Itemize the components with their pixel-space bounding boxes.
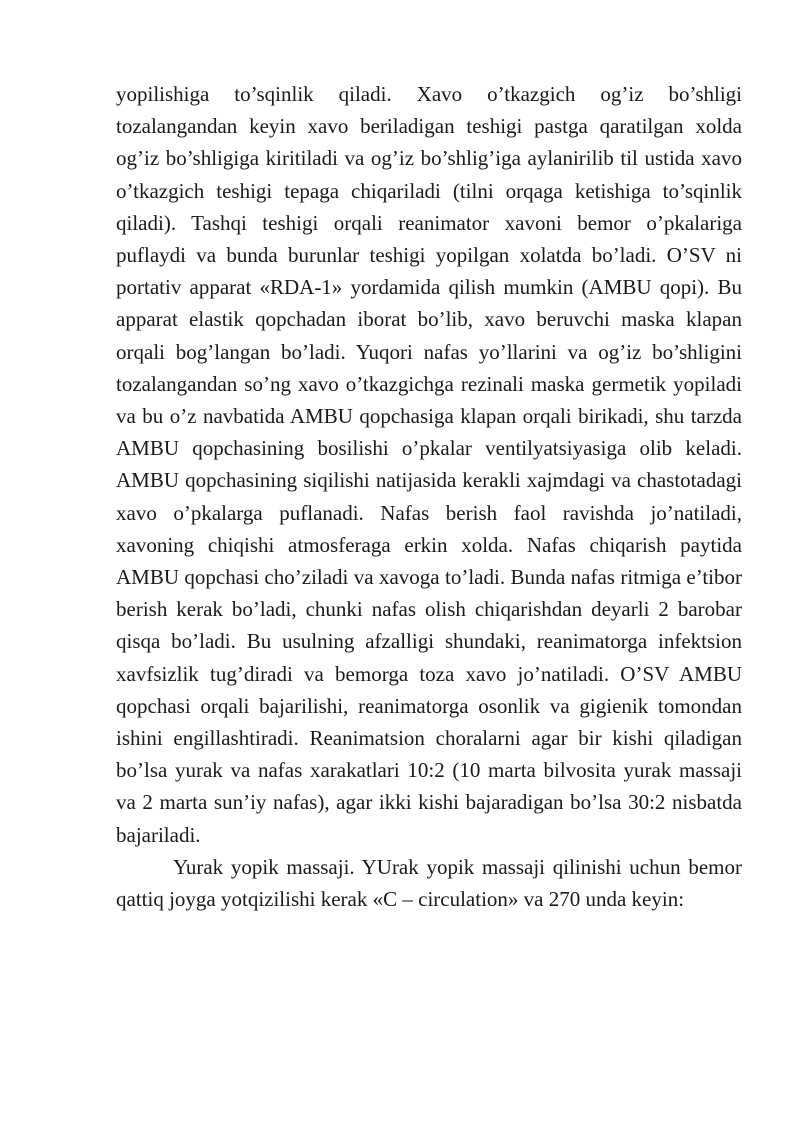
document-page bbox=[116, 78, 742, 915]
body-paragraph: yopilishiga to’sqinlik qiladi. Xavo o’tkazgich og’iz bo’shligi tozalangandan keyin xavo beriladigan teshigi pastga qaratilgan xolda og’iz bo’shligiga kiritiladi va og’iz bo’shlig’iga aylanirilib til ustida xavo o’tkazgich teshigi tepaga chiqariladi (tilni orqaga ketishiga to’sqinlik qiladi). Tashqi teshigi orqali reanimator xavoni bemor o’pkalariga puflaydi va bunda burunlar teshigi yopilgan xolatda bo’ladi. O’SV ni portativ apparat «RDA-1» yordamida qilish mumkin (AMBU qopi). Bu apparat elastik qopchadan iborat bo’lib, xavo beruvchi maska klapan orqali bog’langan bo’ladi. Yuqori nafas yo’llarini va og’iz bo’shligini tozalangandan so’ng xavo o’tkazgichga rezinali maska germetik yopiladi va bu o’z navbatida AMBU qopchasiga klapan orqali birikadi, shu tarzda AMBU qopchasining bosilishi o’pkalar ventilyatsiyasiga olib keladi. AMBU qopchasining siqilishi natijasida kerakli xajmdagi va chastotadagi xavo o’pkalarga puflanadi. Nafas berish faol ravishda jo’natiladi, xavoning chiqishi atmosferaga erkin xolda. Nafas chiqarish paytida AMBU qopchasi cho’ziladi va xavoga to’ladi. Bunda nafas ritmiga e’tibor berish kerak bo’ladi, chunki nafas olish chiqarishdan deyarli 2 barobar qisqa bo’ladi. Bu usulning afzalligi shundaki, reanimatorga infektsion xavfsizlik tug’diradi va bemorga toza xavo jo’natiladi. O’SV AMBU qopchasi orqali bajarilishi, reanimatorga osonlik va gigienik tomondan ishini engillashtiradi. Reanimatsion choralarni agar bir kishi qiladigan bo’lsa yurak va nafas xarakatlari 10:2 (10 marta bilvosita yurak massaji va 2 marta sun’iy nafas), agar ikki kishi bajaradigan bo’lsa 30:2 nisbatda bajariladi. bbox=[116, 82, 742, 847]
body-paragraph: Yurak yopik massaji. YUrak yopik massaji qilinishi uchun bemor qattiq joyga yotqizilishi kerak «C – circulation» va 270 unda keyin: bbox=[116, 854, 742, 912]
